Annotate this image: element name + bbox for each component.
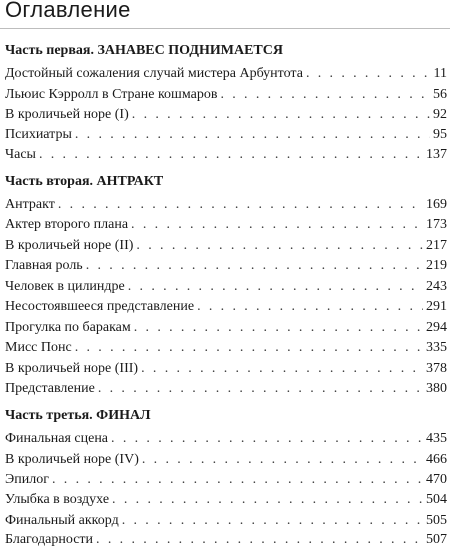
dot-leader xyxy=(122,512,423,530)
toc-entry-page: 435 xyxy=(426,431,447,446)
toc-entry-page: 92 xyxy=(433,107,447,122)
dot-leader xyxy=(142,451,423,469)
toc-entry[interactable] xyxy=(5,237,447,255)
toc-entry-label: В кроличьей норе (III) xyxy=(5,361,139,376)
toc-entry-label: Антракт xyxy=(5,197,55,212)
toc-entry-page: 56 xyxy=(433,87,447,102)
dot-leader xyxy=(197,298,423,316)
toc-entry-label: В кроличьей норе (I) xyxy=(5,107,129,122)
toc-entry[interactable] xyxy=(5,86,447,104)
toc-entry[interactable] xyxy=(5,430,447,448)
toc-entry[interactable] xyxy=(5,196,447,214)
toc-entry[interactable] xyxy=(5,491,447,509)
toc-entry[interactable] xyxy=(5,512,447,530)
toc-entry-page: 378 xyxy=(426,361,447,376)
dot-leader xyxy=(132,106,430,124)
dot-leader xyxy=(75,339,423,357)
toc-entry-label: Финальная сцена xyxy=(5,431,109,446)
dot-leader xyxy=(134,319,423,337)
toc-entry[interactable] xyxy=(5,471,447,489)
toc-entry-label: В кроличьей норе (II) xyxy=(5,238,134,253)
toc-entry-acknowledgements[interactable] xyxy=(5,531,447,549)
toc-entry-label: В кроличьей норе (IV) xyxy=(5,452,139,467)
toc-entry[interactable] xyxy=(5,451,447,469)
toc-entry-label: Представление xyxy=(5,381,95,396)
toc-entry-page: 507 xyxy=(426,532,447,547)
toc-entry[interactable] xyxy=(5,298,447,316)
page-title: Оглавление xyxy=(5,0,131,22)
toc-entry[interactable] xyxy=(5,319,447,337)
part-heading-3: Часть третья. ФИНАЛ xyxy=(5,408,151,423)
toc-entry-label: Человек в цилиндре xyxy=(5,279,125,294)
part-heading-1: Часть первая. ЗАНАВЕС ПОДНИМАЕТСЯ xyxy=(5,43,283,58)
toc-entry-label: Эпилог xyxy=(5,472,49,487)
toc-entry-page: 243 xyxy=(426,279,447,294)
toc-entry-label: Актер второго плана xyxy=(5,217,129,232)
toc-entry[interactable] xyxy=(5,65,447,83)
toc-entry-label: Психиатры xyxy=(5,127,72,142)
toc-entry-page: 169 xyxy=(426,197,447,212)
dot-leader xyxy=(39,146,423,164)
toc-entry-page: 466 xyxy=(426,452,447,467)
toc-entry-page: 470 xyxy=(426,472,447,487)
toc-entry-page: 173 xyxy=(426,217,447,232)
dot-leader xyxy=(141,360,423,378)
toc-entry-page: 380 xyxy=(426,381,447,396)
toc-entry-label: Часы xyxy=(5,147,36,162)
dot-leader xyxy=(86,257,423,275)
toc-entry[interactable] xyxy=(5,380,447,398)
toc-entry-page: 137 xyxy=(426,147,447,162)
toc-entry-label: Улыбка в воздухе xyxy=(5,492,110,507)
toc-entry-page: 291 xyxy=(426,299,447,314)
toc-entry-page: 11 xyxy=(433,66,447,81)
dot-leader xyxy=(128,278,423,296)
toc-entry[interactable] xyxy=(5,146,447,164)
toc-entry-page: 219 xyxy=(426,258,447,273)
toc-entry[interactable] xyxy=(5,216,447,234)
toc-entry-page: 217 xyxy=(426,238,447,253)
dot-leader xyxy=(75,126,430,144)
part-heading-2: Часть вторая. АНТРАКТ xyxy=(5,174,164,189)
dot-leader xyxy=(111,430,423,448)
dot-leader xyxy=(96,531,423,549)
toc-entry-label: Благодарности xyxy=(5,532,94,547)
title-divider xyxy=(0,28,450,29)
toc-entry-page: 504 xyxy=(426,492,447,507)
toc-entry-page: 505 xyxy=(426,513,447,528)
dot-leader xyxy=(52,471,423,489)
toc-entry[interactable] xyxy=(5,360,447,378)
dot-leader xyxy=(58,196,423,214)
toc-entry-label: Финальный аккорд xyxy=(5,513,119,528)
toc-entry-label: Льюис Кэрролл в Стране кошмаров xyxy=(5,87,218,102)
toc-entry-label: Мисс Понс xyxy=(5,340,72,355)
toc-entry[interactable] xyxy=(5,278,447,296)
toc-entry-label: Главная роль xyxy=(5,258,83,273)
dot-leader xyxy=(220,86,430,104)
dot-leader xyxy=(136,237,423,255)
toc-entry-label: Прогулка по баракам xyxy=(5,320,131,335)
toc-entry[interactable] xyxy=(5,257,447,275)
dot-leader xyxy=(112,491,423,509)
dot-leader xyxy=(131,216,423,234)
toc-entry-label: Достойный сожаления случай мистера Арбунтота xyxy=(5,66,303,81)
dot-leader xyxy=(98,380,423,398)
toc-entry[interactable] xyxy=(5,106,447,124)
toc-entry-page: 95 xyxy=(433,127,447,142)
toc-entry-page: 335 xyxy=(426,340,447,355)
dot-leader xyxy=(306,65,431,83)
toc-entry-label: Несостоявшееся представление xyxy=(5,299,195,314)
toc-entry[interactable] xyxy=(5,339,447,357)
toc-entry-page: 294 xyxy=(426,320,447,335)
toc-entry[interactable] xyxy=(5,126,447,144)
